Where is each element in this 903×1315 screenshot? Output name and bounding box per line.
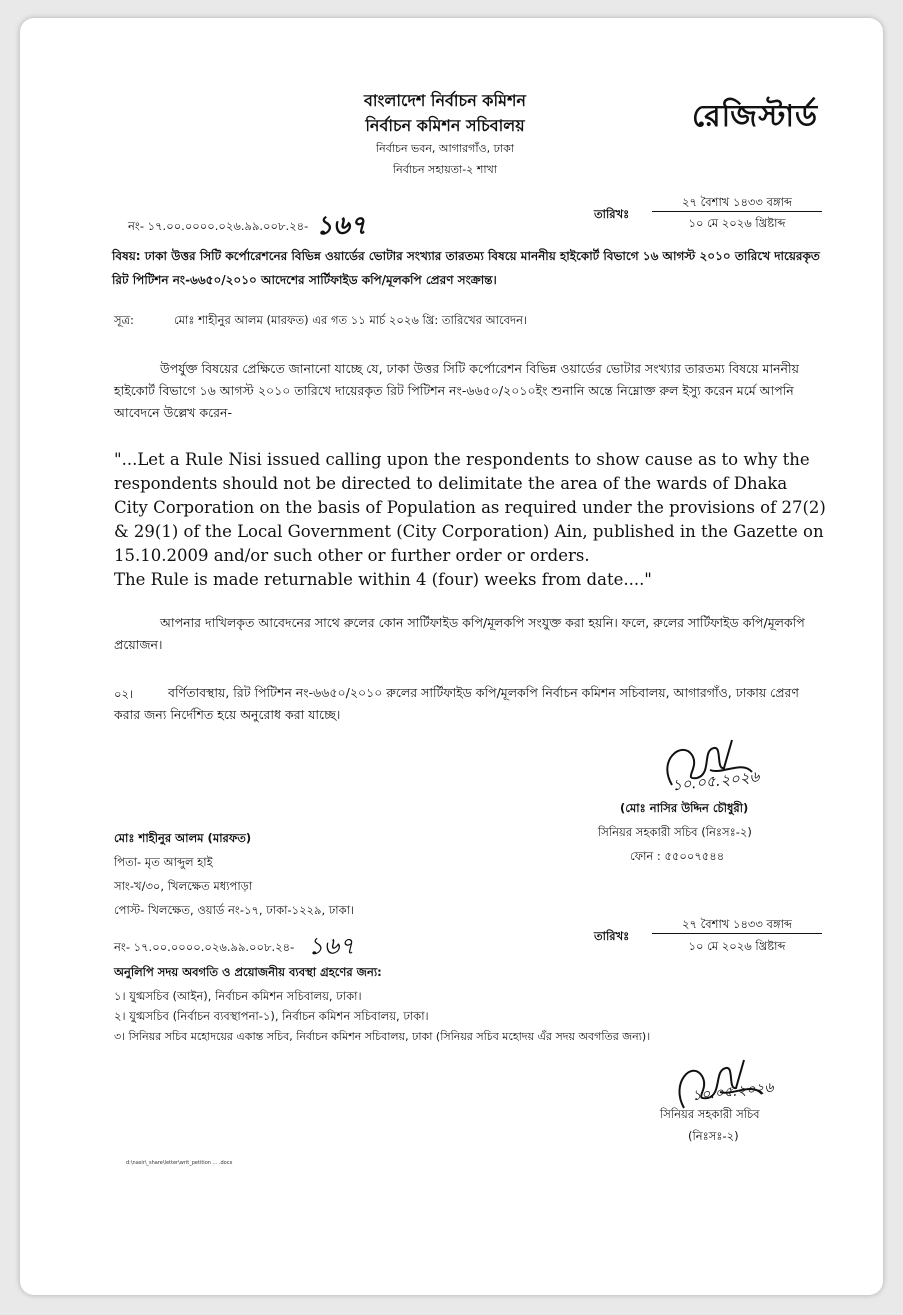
copies-heading: অনুলিপি সদয় অবগতি ও প্রয়োজনীয় ব্যবস্থা গ্রহণের জন্য: — [114, 965, 382, 979]
memo-date-bangla: ২৭ বৈশাখ ১৪৩৩ বঙ্গাব্দ — [682, 195, 792, 209]
memo-number-2-handwritten: ১৬৭ — [307, 932, 355, 960]
recipient-name: মোঃ শাহীনুর আলম (মারফত) — [114, 831, 252, 845]
signatory-title: সিনিয়র সহকারী সচিব (নিঃসঃ-২) — [598, 825, 752, 839]
recipient-address-2: পোস্ট- খিলক্ষেত, ওয়ার্ড নং-১৭, ঢাকা-১২২৯, ঢাকা। — [114, 903, 355, 917]
memo-number-2-text: নং- ১৭.০০.০০০০.০২৬.৯৯.০০৮.২৪- — [114, 940, 295, 954]
recipient-father: পিতা- মৃত আব্দুল হাই — [114, 855, 213, 869]
memo-date-rule — [652, 211, 822, 212]
body-paragraph-3: বর্ণিতাবস্থায়, রিট পিটিশন নং-৬৬৫০/২০১০ রুলের সার্টিফাইড কপি/মূলকপি নির্বাচন কমিশন সচিবালয়, আগারগাঁও, ঢাকায় প্রেরণ করার জন্য নির্দেশিত হয়ে অনুরোধ করা যাচ্ছে। — [114, 685, 799, 722]
memo-date-label: তারিখঃ — [594, 207, 630, 221]
signature-date: ১০.০৫.২০২৬ — [671, 767, 761, 795]
reference-label: সূত্র: — [114, 313, 134, 327]
signatory-2-title: সিনিয়র সহকারী সচিব — [660, 1107, 760, 1121]
paragraph-3-number: ০২। — [114, 687, 134, 701]
memo-number-handwritten: ১৬৭ — [315, 211, 367, 241]
rule-return-quote: The Rule is made returnable within 4 (four) weeks from date...." — [114, 570, 652, 589]
recipient-address-1: সাং-খ/৩০, খিলক্ষেত মধ্যপাড়া — [114, 879, 253, 893]
rule-nisi-quote: "...Let a Rule Nisi issued calling upon the respondents to show cause as to why the respondents should not be directed to delimitate the area of the wards of Dhaka City Corporation on the basis of Population as required under the provisions of 27(2) & 29(1) of the Local Government (City Corporation) Ain, published in the Gazette on 15.10.2009 and/or such other or further order or orders. — [114, 450, 826, 565]
registered-stamp: রেজিস্টার্ড — [692, 99, 819, 134]
body-paragraph-1: উপর্যুক্ত বিষয়ের প্রেক্ষিতে জানানো যাচ্ছে যে, ঢাকা উত্তর সিটি কর্পোরেশন বিভিন্ন ওয়ার্ডের ভোটার সংখ্যার তারতম্য বিষয়ে মাননীয় হাইকোর্ট বিভাগে ১৬ আগস্ট ২০১০ তারিখে দায়েরকৃত রিট পিটিশন নং-৬৬৫০/২০১০ইং শুনানি অন্তে নিম্নোক্ত রুল ইস্যু করেন মর্মে আপনি আবেদনে উল্লেখ করেন- — [114, 361, 799, 420]
signatory-2-unit: (নিঃসঃ-২) — [688, 1129, 739, 1143]
signature-2-date: ১০.০৫.২০২৬ — [691, 1079, 775, 1105]
memo-2-date-english: ১০ মে ২০২৬ খ্রিষ্টাব্দ — [688, 939, 786, 953]
subject — [112, 244, 828, 292]
org-address: নির্বাচন ভবন, আগারগাঁও, ঢাকা — [376, 142, 514, 155]
copy-item-3: ৩। সিনিয়র সচিব মহোদয়ের একান্ত সচিব, নির্বাচন কমিশন সচিবালয়, ঢাকা (সিনিয়র সচিব মহোদয় এঁর সদয় অবগতির জন্য)। — [114, 1030, 651, 1043]
signatory-phone: ফোন : ৫৫০০৭৫৪৪ — [630, 849, 725, 863]
memo-2-date-rule — [652, 933, 822, 934]
copy-item-2: ২। যুগ্মসচিব (নির্বাচন ব্যবস্থাপনা-১), নির্বাচন কমিশন সচিবালয়, ঢাকা। — [114, 1009, 429, 1023]
copy-item-1: ১। যুগ্মসচিব (আইন), নির্বাচন কমিশন সচিবালয়, ঢাকা। — [114, 989, 362, 1003]
memo-2-date-label: তারিখঃ — [594, 929, 630, 943]
body-paragraph-2: আপনার দাখিলকৃত আবেদনের সাথে রুলের কোন সার্টিফাইড কপি/মূলকপি সংযুক্ত করা হয়নি। ফলে, রুলের সার্টিফাইড কপি/মূলকপি প্রয়োজন। — [114, 615, 805, 652]
signatory-name: (মোঃ নাসির উদ্দিন চৌধুরী) — [620, 801, 749, 815]
memo-number — [128, 205, 367, 249]
memo-number-2 — [114, 928, 355, 968]
subject-label: বিষয়: — [112, 249, 141, 263]
memo-number-text: নং- ১৭.০০.০০০০.০২৬.৯৯.০০৮.২৪- — [128, 219, 309, 233]
subject-text: ঢাকা উত্তর সিটি কর্পোরেশনের বিভিন্ন ওয়ার্ডের ভোটার সংখ্যার তারতম্য বিষয়ে মাননীয় হাইকোর্ট বিভাগে ১৬ আগস্ট ২০১০ তারিখে দায়েরকৃত রিট পিটিশন নং-৬৬৫০/২০১০ আদেশের সার্টিফাইড কপি/মূলকপি প্রেরণ সংক্রান্ত। — [112, 249, 820, 287]
org-branch: নির্বাচন সহায়তা-২ শাখা — [393, 163, 497, 176]
org-subtitle: নির্বাচন কমিশন সচিবালয় — [365, 116, 525, 135]
footer-file-path: d:\nasir\_share\letter\writ_petition ... .docx — [126, 1160, 233, 1166]
reference-text: মোঃ শাহীনুর আলম (মারফত) এর গত ১১ মার্চ ২০২৬ খ্রি: তারিখের আবেদন। — [174, 313, 528, 327]
letter-page — [20, 18, 883, 1295]
org-title: বাংলাদেশ নির্বাচন কমিশন — [364, 91, 526, 110]
memo-2-date-bangla: ২৭ বৈশাখ ১৪৩৩ বঙ্গাব্দ — [682, 917, 792, 931]
memo-date-english: ১০ মে ২০২৬ খ্রিষ্টাব্দ — [688, 216, 786, 230]
